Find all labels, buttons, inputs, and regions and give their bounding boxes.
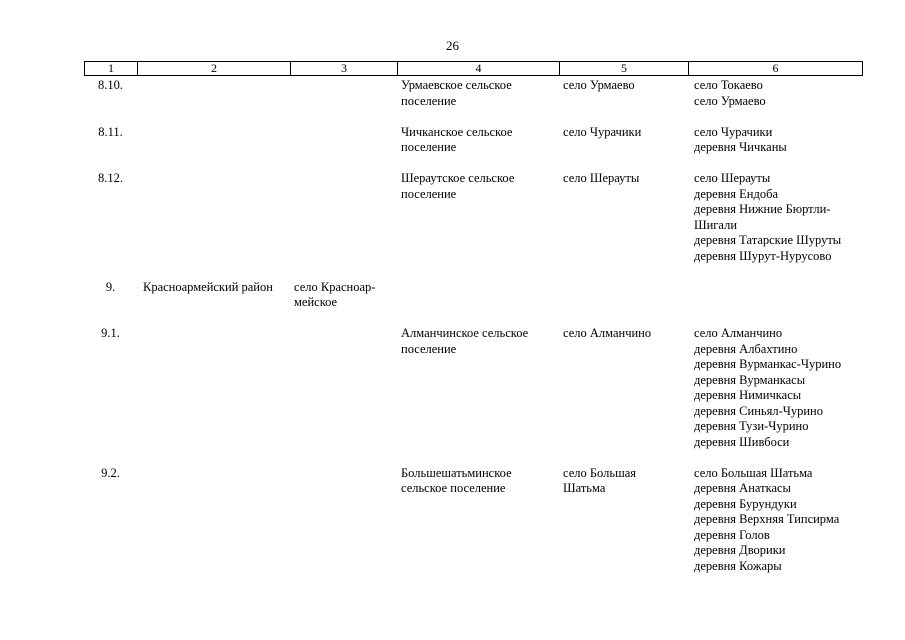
localities-list-line: деревня Вурманкасы — [694, 372, 806, 387]
localities-list — [688, 326, 863, 450]
column-header-5: 5 — [560, 62, 689, 75]
settlement-name — [397, 125, 559, 156]
district-name — [137, 466, 290, 575]
localities-list-line: деревня Анаткасы — [694, 481, 791, 495]
administrative-center — [559, 125, 688, 156]
settlement-name — [397, 466, 559, 575]
settlement-name — [397, 326, 559, 450]
district-name — [137, 171, 290, 264]
district-center-line: мейское — [294, 295, 338, 309]
localities-list-line: деревня Тузи-Чурино — [694, 419, 809, 433]
localities-list-line: село Большая Шатьма — [694, 465, 813, 480]
administrative-center — [559, 78, 688, 109]
settlement-name-line: Алманчинское сельское — [401, 326, 529, 340]
settlement-name — [397, 171, 559, 264]
district-name-line: Красноармейский район — [143, 279, 273, 294]
localities-list-line: село Чурачики — [694, 124, 773, 139]
table-row — [84, 466, 863, 590]
row-number: 9.2. — [101, 465, 120, 480]
row-number: 8.11. — [98, 124, 123, 139]
column-header-1: 1 — [85, 62, 138, 75]
localities-list-line: село Токаево — [694, 78, 763, 92]
localities-list-line: деревня Голов — [694, 527, 770, 542]
district-center — [290, 326, 397, 450]
localities-list — [688, 466, 863, 575]
district-name — [137, 326, 290, 450]
settlement-name-line: Урмаевское сельское — [401, 78, 512, 92]
column-header-4: 4 — [398, 62, 560, 75]
administrative-center — [559, 171, 688, 264]
administrative-center-line: Шатьма — [563, 481, 606, 495]
row-number: 8.10. — [98, 78, 123, 92]
localities-list-line: деревня Ендоба — [694, 186, 779, 201]
district-name — [137, 125, 290, 156]
settlement-name-line: поселение — [401, 186, 457, 201]
localities-list-line: деревня Чичканы — [694, 140, 787, 154]
administrative-center-line: село Алманчино — [563, 326, 652, 340]
localities-list-line: деревня Нимичкасы — [694, 388, 802, 402]
localities-list — [688, 280, 863, 311]
localities-list-line: деревня Вурманкас-Чурино — [694, 357, 842, 371]
settlement-name — [397, 78, 559, 109]
localities-list — [688, 125, 863, 156]
administrative-center — [559, 280, 688, 311]
table-body — [84, 78, 863, 590]
localities-list — [688, 171, 863, 264]
localities-list-line: Шигали — [694, 217, 738, 232]
localities-list-line: село Алманчино — [694, 326, 783, 340]
localities-list-line: деревня Синьял-Чурино — [694, 403, 823, 418]
localities-list-line: деревня Албахтино — [694, 341, 798, 356]
localities-list-line: село Урмаево — [694, 93, 766, 108]
settlement-name-line: поселение — [401, 341, 457, 356]
district-center-line: село Красноар- — [294, 279, 376, 294]
district-center — [290, 280, 397, 311]
localities-list-line: деревня Нижние Бюртли- — [694, 202, 831, 216]
district-name — [137, 78, 290, 109]
row-number: 8.12. — [98, 171, 123, 185]
administrative-center-line: село Большая — [563, 465, 636, 480]
district-center — [290, 78, 397, 109]
localities-list-line: деревня Дворики — [694, 543, 786, 557]
table-row — [84, 171, 863, 280]
page-number: 26 — [446, 38, 459, 53]
localities-list — [688, 78, 863, 109]
row-number: 9.1. — [101, 326, 120, 340]
table-row — [84, 125, 863, 172]
district-name — [137, 280, 290, 311]
row-number: 9. — [105, 279, 116, 294]
localities-list-line: деревня Шурут-Нурусово — [694, 248, 832, 263]
administrative-center — [559, 326, 688, 450]
table-row — [84, 78, 863, 125]
table-row — [84, 280, 863, 327]
localities-list-line: село Шерауты — [694, 171, 771, 185]
administrative-center — [559, 466, 688, 575]
settlement-name-line: сельское поселение — [401, 481, 506, 495]
district-center — [290, 125, 397, 156]
settlement-name-line: поселение — [401, 93, 457, 108]
localities-list-line: деревня Верхняя Типсирма — [694, 512, 840, 526]
table-header-row — [84, 61, 863, 76]
administrative-center-line: село Чурачики — [563, 124, 642, 139]
column-header-6: 6 — [772, 61, 779, 75]
administrative-center-line: село Шерауты — [563, 171, 640, 185]
localities-list-line: деревня Бурундуки — [694, 496, 797, 511]
localities-list-line: деревня Кожары — [694, 558, 782, 573]
table-row — [84, 326, 863, 466]
column-header-2: 2 — [138, 62, 291, 75]
settlement-name — [397, 280, 559, 311]
settlement-name-line: поселение — [401, 140, 457, 154]
district-center — [290, 466, 397, 575]
administrative-center-line: село Урмаево — [563, 78, 635, 92]
settlement-name-line: Чичканское сельское — [401, 124, 513, 139]
district-center — [290, 171, 397, 264]
localities-list-line: деревня Татарские Шуруты — [694, 233, 842, 247]
settlement-name-line: Шераутское сельское — [401, 171, 515, 185]
settlement-name-line: Большешатьминское — [401, 465, 512, 480]
localities-list-line: деревня Шивбоси — [694, 434, 790, 449]
column-header-3: 3 — [291, 62, 398, 75]
